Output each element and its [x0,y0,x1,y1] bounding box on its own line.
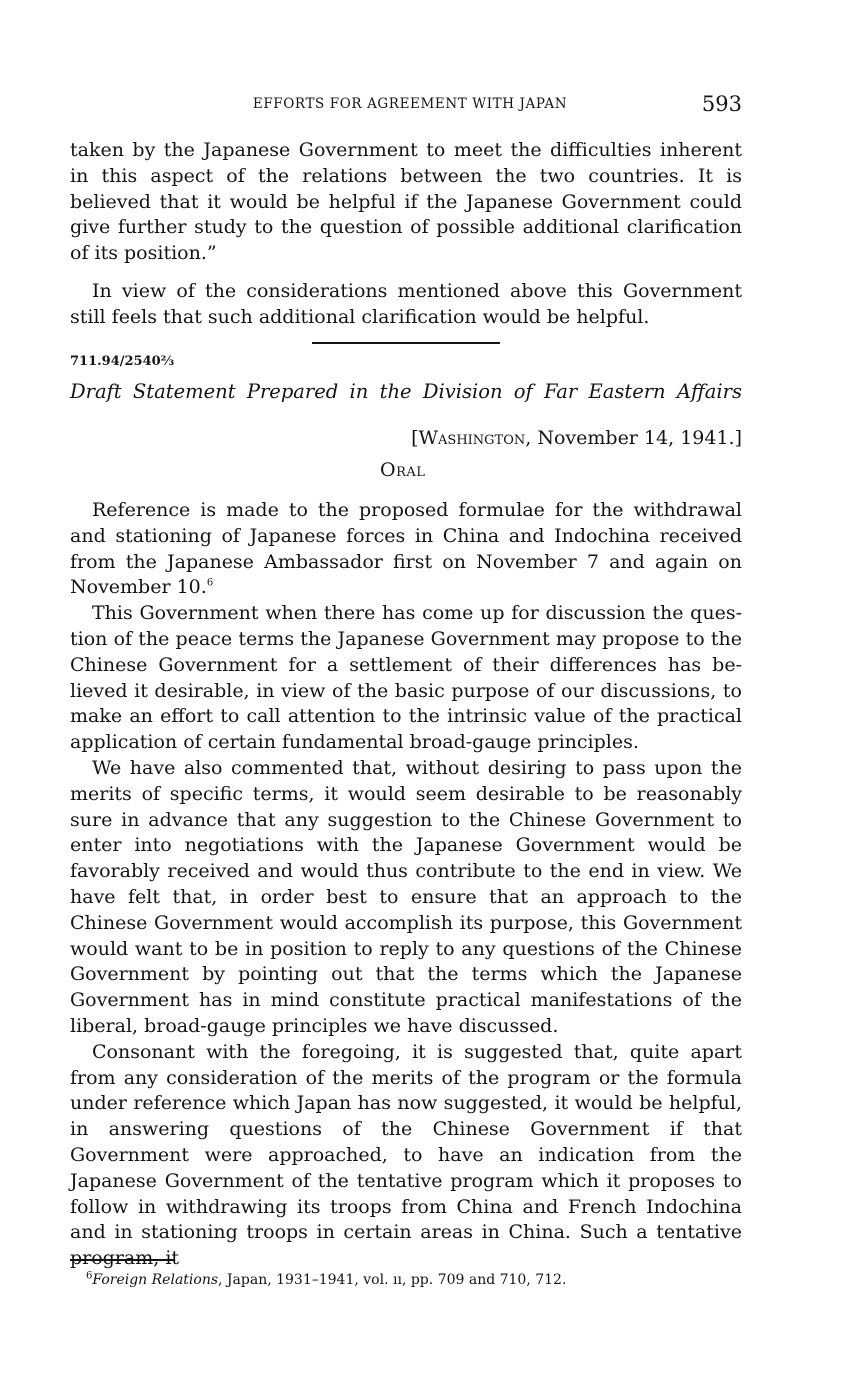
document-title: Draft Statement Prepared in the Division of Far Eastern Affairs [70,380,742,403]
body-paragraph: Consonant with the foregoing, it is suggested that, quite apart from any consideration of the merits of the program or the formula under reference which Japan has now suggested, it would be helpful, in answering questions of the Chinese Government if that Government were approached, to have an indication from the Japanese Government of the tentative program which it proposes to follow in withdrawing its troops from China and French Indochina and in stationing troops in certain areas in China. Such a tentative program, it [70,1040,742,1270]
statement-body [70,498,742,1272]
body-paragraph: We have also commented that, without desiring to pass upon the merits of specific terms, it would seem desirable to be reasonably sure in advance that any suggestion to the Chinese Government to enter into negotiations with the Japanese Government would be favorably received and would thus contribute to the end in view. We have felt that, in order best to ensure that an approach to the Chinese Government would accomplish its purpose, this Government would want to be in position to reply to any questions of the Chinese Government by pointing out that the terms which the Japanese Government has in mind constitute practical manifestations of the liberal, broad-gauge principles we have discussed. [70,756,742,1037]
file-number: 711.94/2540⅔ [70,354,175,369]
footnote [86,1272,566,1288]
page-number: 593 [701,92,742,116]
running-head: EFFORTS FOR AGREEMENT WITH JAPAN [252,96,568,112]
continuation-paragraph: In view of the considerations mentioned above this Government still feels that such additional clarification would be helpful. [70,279,742,328]
dateline-place: Washington [418,427,526,449]
page-header [70,94,742,122]
dateline [411,427,742,449]
footnote-citation: , Japan, 1931–1941, vol. ıı, pp. 709 and 710, 712. [218,1272,567,1288]
footnote-divider [70,1259,174,1261]
body-paragraph: This Government when there has come up for discussion the question of the peace terms the Japanese Government may propose to the Chinese Government for a settlement of their differences has believed it desirable, in view of the basic purpose of our discussions, to make an effort to call attention to the intrinsic value of the practical application of certain fundamental broad-gauge principles. [70,602,742,754]
oral-label: Oral [380,459,426,481]
footnote-source-title: Foreign Relations [92,1272,219,1288]
dateline-bracket: [ [411,427,419,449]
body-paragraph [70,498,742,601]
footnote-marker: 6 [86,1270,93,1282]
continuation-text [70,138,742,331]
section-divider [312,342,500,344]
dateline-date: , November 14, 1941.] [525,427,742,449]
footnote-reference: 6 [206,578,214,590]
continuation-paragraph: taken by the Japanese Government to meet the difficulties inherent in this aspect of the relations between the two countries. It is believed that it would be helpful if the Japanese Government could give further study to the question of possible additional clarification of its position.” [70,139,742,265]
body-paragraph-text: Reference is made to the proposed formulae for the withdrawal and stationing of Japanese forces in China and Indochina received from the Japanese Ambassador first on November 7 and again on November 10. [70,499,742,599]
